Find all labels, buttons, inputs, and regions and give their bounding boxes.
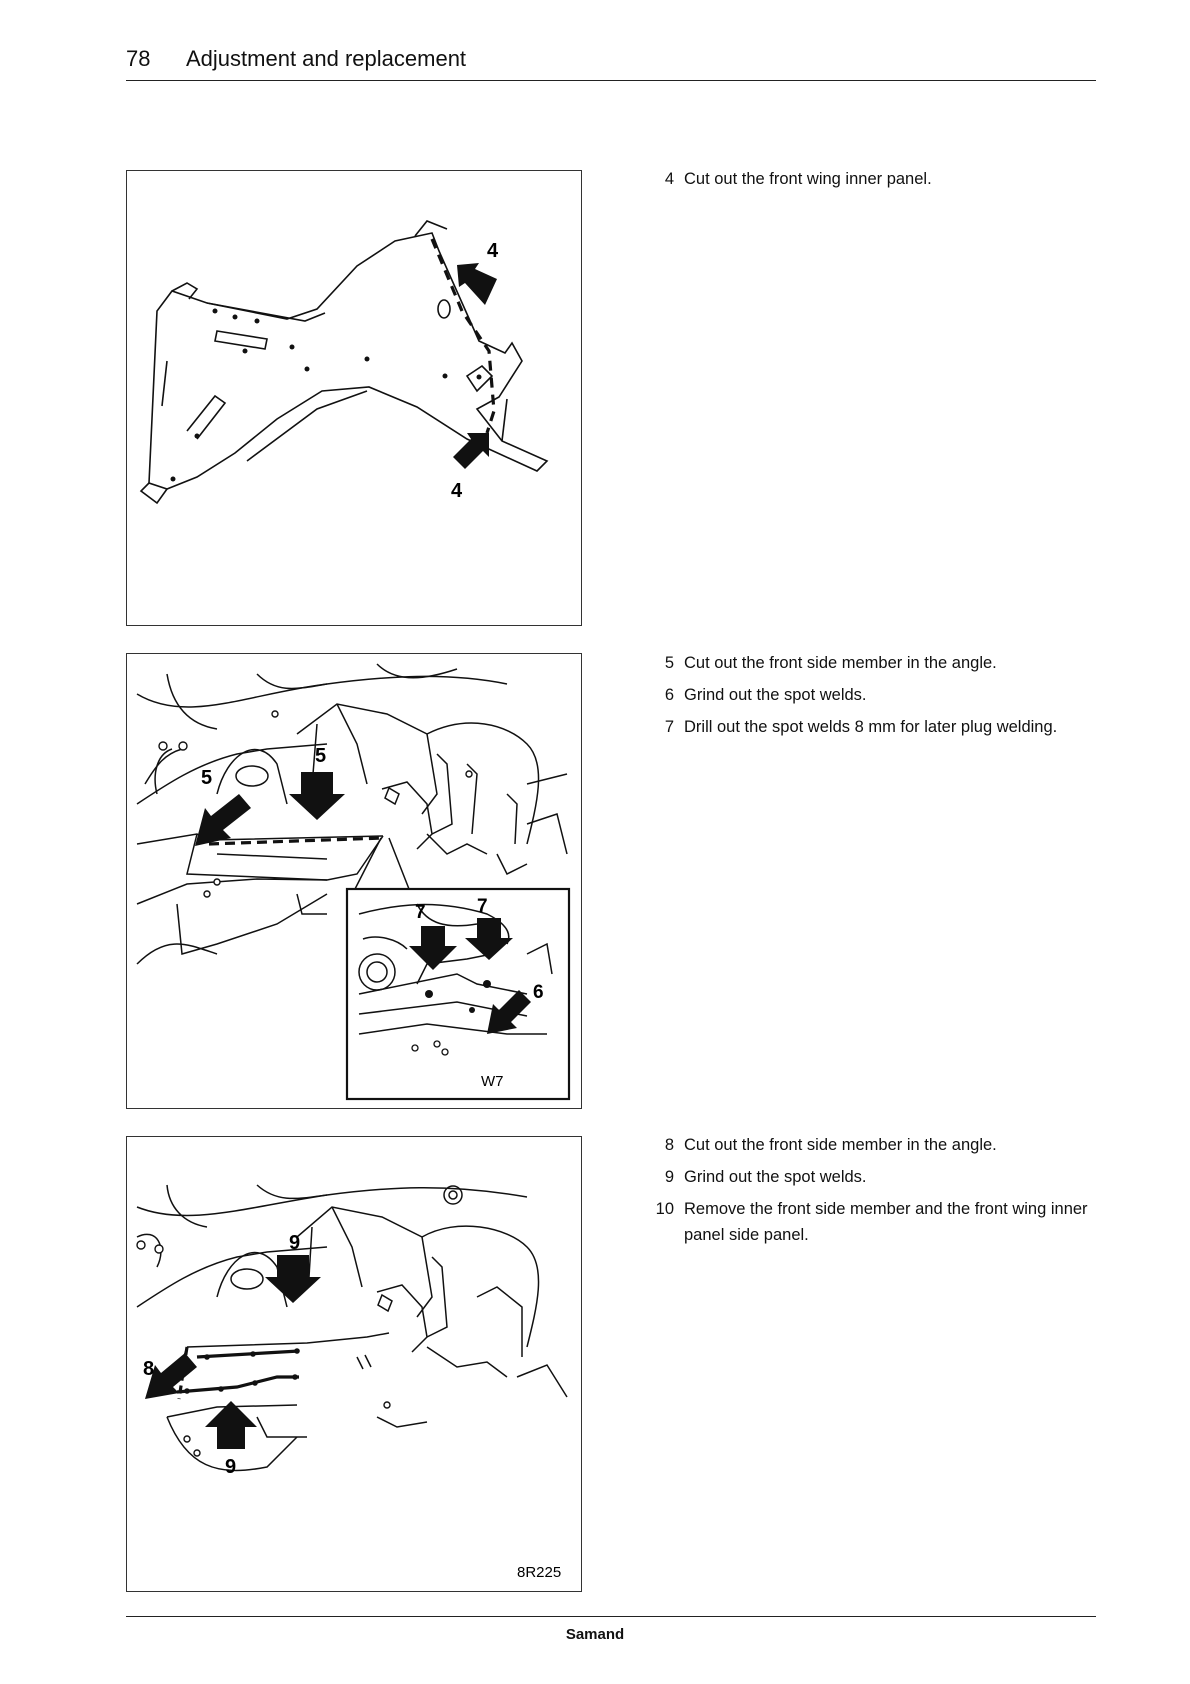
steps-group-2 bbox=[640, 650, 1100, 746]
step-number: 9 bbox=[664, 1168, 674, 1186]
steps-group-3 bbox=[640, 1132, 1100, 1254]
step-number: 8 bbox=[664, 1136, 674, 1154]
callout-label: 7 bbox=[415, 902, 426, 923]
illustration-front-side-member bbox=[127, 654, 581, 1108]
step-text: Grind out the spot welds. bbox=[684, 1168, 867, 1186]
illustration-front-wing bbox=[127, 171, 581, 625]
step-number: 7 bbox=[664, 718, 674, 736]
figure-front-side-member-removal bbox=[126, 1136, 582, 1592]
step-text: Cut out the front side member in the angle. bbox=[684, 1136, 997, 1154]
callout-label: 4 bbox=[487, 240, 499, 262]
figure-front-side-member-cut bbox=[126, 653, 582, 1109]
step-text: Cut out the front side member in the angle. bbox=[684, 654, 997, 672]
figure-front-wing-inner-panel bbox=[126, 170, 582, 626]
callout-arrow-4b bbox=[453, 433, 489, 469]
step-item bbox=[640, 682, 1100, 708]
steps-group-1 bbox=[640, 166, 1100, 198]
callout-label: 4 bbox=[451, 480, 463, 502]
footer-divider bbox=[126, 1616, 1096, 1617]
step-item bbox=[640, 714, 1100, 740]
page-number: 78 bbox=[126, 46, 151, 71]
step-item bbox=[640, 650, 1100, 676]
callout-label: 6 bbox=[533, 982, 544, 1003]
step-text: Remove the front side member and the front wing inner panel side panel. bbox=[684, 1200, 1088, 1244]
step-text: Grind out the spot welds. bbox=[684, 686, 867, 704]
figure-code: 8R225 bbox=[517, 1564, 562, 1581]
callout-arrow-4a bbox=[457, 263, 497, 305]
illustration-side-member-removal bbox=[127, 1137, 581, 1591]
step-item bbox=[640, 166, 1100, 192]
callout-arrow-5b bbox=[289, 772, 345, 820]
step-text: Drill out the spot welds 8 mm for later plug welding. bbox=[684, 718, 1058, 736]
callout-label: 5 bbox=[201, 767, 213, 789]
detail-inset bbox=[347, 889, 569, 1099]
callout-label: 9 bbox=[225, 1456, 237, 1478]
callout-label: 7 bbox=[477, 896, 488, 917]
footer-brand: Samand bbox=[565, 1626, 625, 1643]
step-item bbox=[640, 1132, 1100, 1158]
page-title: Adjustment and replacement bbox=[186, 46, 467, 71]
step-number: 10 bbox=[655, 1200, 674, 1218]
step-item bbox=[640, 1164, 1100, 1190]
step-item bbox=[640, 1196, 1100, 1248]
step-number: 4 bbox=[664, 170, 674, 188]
callout-label: 9 bbox=[289, 1232, 301, 1254]
callout-label: 8 bbox=[143, 1358, 155, 1380]
page-header bbox=[126, 44, 1096, 81]
figure-code: W7 bbox=[481, 1073, 504, 1090]
step-number: 5 bbox=[664, 654, 674, 672]
callout-label: 5 bbox=[315, 745, 327, 767]
step-number: 6 bbox=[664, 686, 674, 704]
callout-arrow-5a bbox=[195, 794, 251, 846]
step-text: Cut out the front wing inner panel. bbox=[684, 170, 932, 188]
